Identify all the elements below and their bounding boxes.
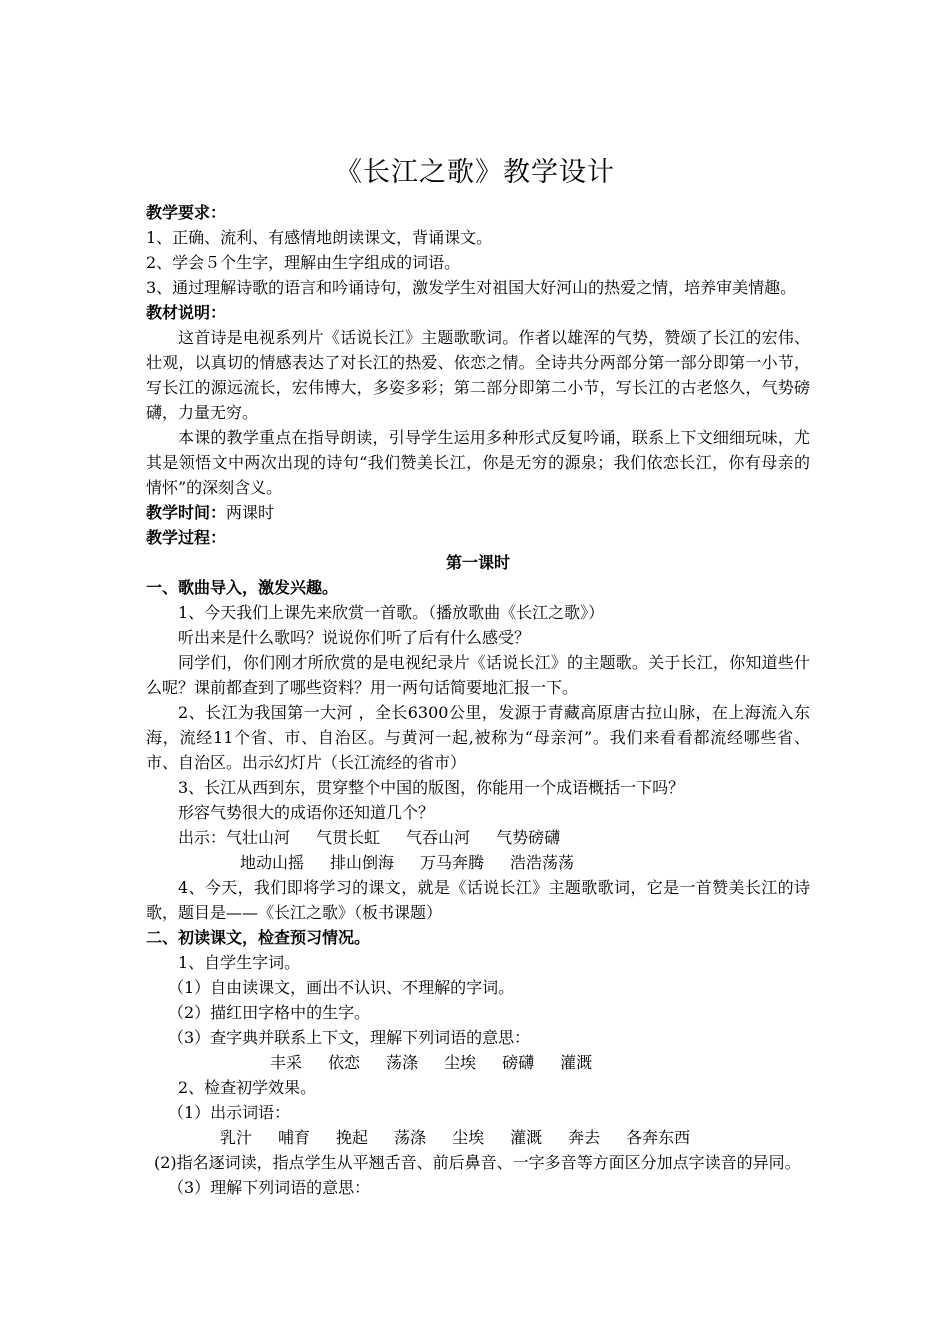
idiom: 地动山摇 — [240, 853, 305, 872]
idiom-row — [146, 850, 810, 875]
word: 乳汁 — [220, 1128, 253, 1147]
material-heading: 教材说明： — [146, 303, 227, 322]
document-body — [146, 200, 810, 1200]
step: （1）出示词语： — [168, 1103, 291, 1122]
teaching-time — [146, 500, 810, 525]
step: （3）查字典并联系上下文，理解下列词语的意思： — [168, 1028, 531, 1047]
section-heading: 一、歌曲导入，激发兴趣。 — [146, 578, 339, 597]
idiom: 气壮山河 — [226, 828, 291, 847]
word: 各奔东西 — [626, 1128, 691, 1147]
step: （3）理解下列词语的意思： — [168, 1178, 371, 1197]
idiom-row — [146, 825, 810, 850]
idiom: 万马奔腾 — [420, 853, 485, 872]
word: 荡涤 — [394, 1128, 427, 1147]
lesson-title: 第一课时 — [445, 553, 510, 572]
section-heading: 二、初读课文，检查预习情况。 — [146, 928, 371, 947]
section-paragraph: 4、今天，我们即将学习的课文，就是《话说长江》主题歌歌词，它是一首赞美长江的诗歌，题目是——《长江之歌》（板书课题） — [146, 878, 810, 922]
show-label: 出示： — [178, 828, 227, 847]
idiom: 气贯长虹 — [316, 828, 381, 847]
word: 奔去 — [568, 1128, 601, 1147]
material-paragraph: 本课的教学重点在指导朗读，引导学生运用多种形式反复吟诵，联系上下文细细玩味，尤其是领悟文中两次出现的诗句“我们赞美长江，你是无穷的源泉；我们依恋长江，你有母亲的情怀”的深刻含义。 — [146, 428, 810, 497]
step: 2、检查初学效果。 — [178, 1078, 317, 1097]
word-row — [146, 1125, 810, 1150]
word-row — [146, 1050, 810, 1075]
word: 灌溉 — [510, 1128, 543, 1147]
word: 灌溉 — [560, 1053, 593, 1072]
section-paragraph: 听出来是什么歌吗？说说你们听了后有什么感受？ — [178, 628, 531, 647]
section-paragraph: 2、长江为我国第一大河 ，全长6300公里，发源于青藏高原唐古拉山脉，在上海流入东海，流经11个省、市、自治区。与黄河一起,被称为“母亲河”。我们来看看都流经哪些省、市、自治区。出示幻灯片（长江流经的省市） — [146, 703, 810, 772]
time-heading: 教学时间： — [146, 503, 227, 522]
requirements-heading: 教学要求： — [146, 203, 227, 222]
requirement-item: 3、通过理解诗歌的语言和吟诵诗句，激发学生对祖国大好河山的热爱之情，培养审美情趣。 — [146, 278, 797, 297]
document-title: 《长江之歌》教学设计 — [335, 157, 615, 188]
section-paragraph: 1、今天我们上课先来欣赏一首歌。（播放歌曲《长江之歌》） — [178, 603, 605, 622]
idiom: 排山倒海 — [330, 853, 395, 872]
word: 荡涤 — [386, 1053, 419, 1072]
section-paragraph: 3、长江从西到东，贯穿整个中国的版图，你能用一个成语概括一下吗？ — [178, 778, 685, 797]
idiom: 气势磅礴 — [496, 828, 561, 847]
idiom: 气吞山河 — [406, 828, 471, 847]
step: (2)指名逐词读，指点学生从平翘舌音、前后鼻音、一字多音等方面区分加点字读音的异同。 — [154, 1153, 801, 1172]
requirement-item: 1、正确、流利、有感情地朗读课文，背诵课文。 — [146, 228, 493, 247]
word: 尘埃 — [444, 1053, 477, 1072]
requirement-item: 2、学会５个生字，理解由生字组成的词语。 — [146, 253, 461, 272]
section-paragraph: 同学们，你们刚才所欣赏的是电视纪录片《话说长江》的主题歌。关于长江，你知道些什么呢？课前都查到了哪些资料？用一两句话简要地汇报一下。 — [146, 653, 810, 697]
word: 哺育 — [278, 1128, 311, 1147]
step: 1、自学生字词。 — [178, 953, 301, 972]
word: 尘埃 — [452, 1128, 485, 1147]
material-paragraph: 这首诗是电视系列片《话说长江》主题歌歌词。作者以雄浑的气势，赞颂了长江的宏伟、壮观，以真切的情感表达了对长江的热爱、依恋之情。全诗共分两部分第一部分即第一小节，写长江的源远流长，宏伟博大，多姿多彩；第二部分即第二小节，写长江的古老悠久，气势磅礴，力量无穷。 — [146, 328, 810, 422]
section-paragraph: 形容气势很大的成语你还知道几个？ — [178, 803, 435, 822]
process-heading: 教学过程： — [146, 528, 227, 547]
step: （1）自由读课文，画出不认识、不理解的字词。 — [168, 978, 515, 997]
idiom: 浩浩荡荡 — [510, 853, 575, 872]
word: 丰采 — [270, 1053, 303, 1072]
step: （2）描红田字格中的生字。 — [168, 1003, 371, 1022]
word: 依恋 — [328, 1053, 361, 1072]
word: 挽起 — [336, 1128, 369, 1147]
word: 磅礴 — [502, 1053, 535, 1072]
time-value: 两课时 — [226, 503, 275, 522]
